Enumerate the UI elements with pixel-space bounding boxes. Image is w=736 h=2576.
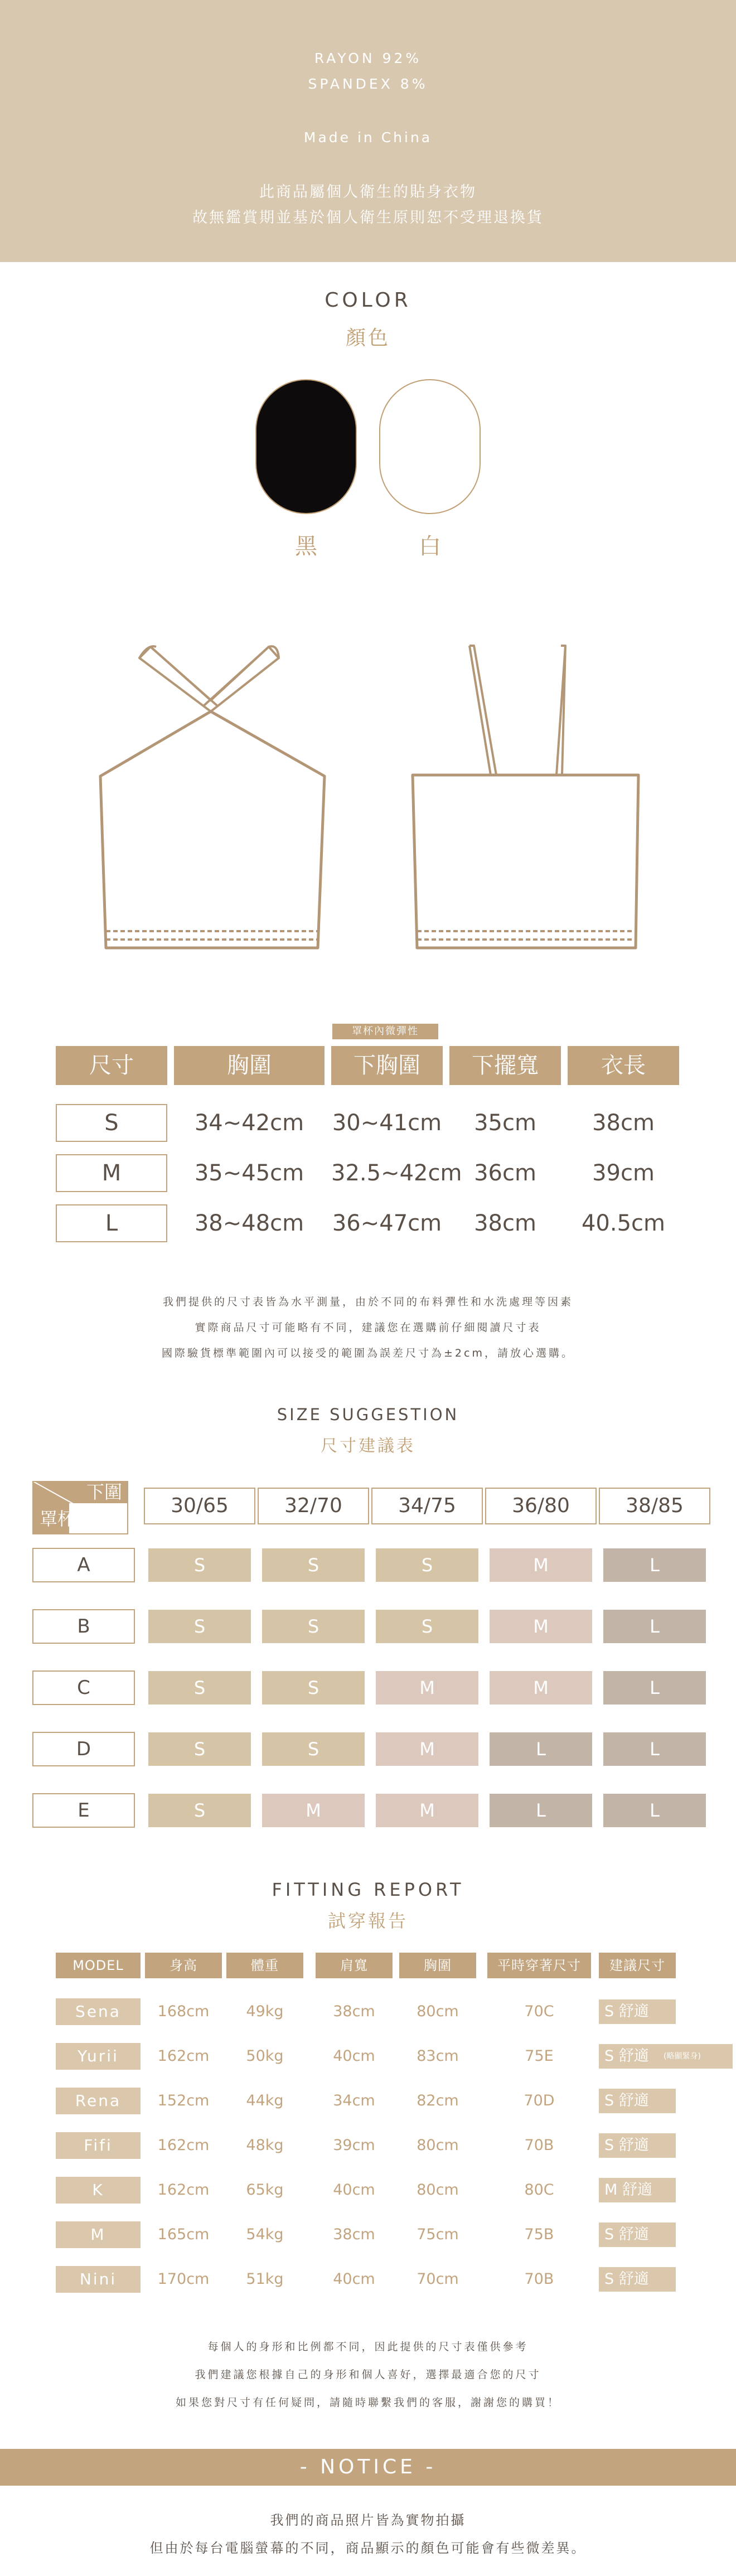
size-length-value: 39cm	[592, 1160, 655, 1186]
notice-line-2: 但由於每台電腦螢幕的不同，商品顯示的顏色可能會有些微差異。	[149, 2540, 587, 2556]
size-chest-value: 34~42cm	[194, 1110, 304, 1136]
cup-label: A	[32, 1548, 135, 1582]
fit-model-name: Fifi	[56, 2132, 141, 2159]
fit-header-weight: 體重	[226, 1953, 303, 1978]
fit-chest-value: 75cm	[417, 2226, 459, 2243]
suggested-size-cell: L	[490, 1732, 592, 1766]
fit-height-value: 152cm	[157, 2092, 210, 2109]
fit-height-value: 170cm	[157, 2270, 210, 2288]
fit-header-height: 身高	[145, 1953, 222, 1978]
fit-suggest-badge: S 舒適	[599, 2044, 676, 2069]
fit-usual-value: 75B	[524, 2226, 554, 2243]
corner-band-label: 下圍	[86, 1481, 122, 1503]
fit-usual-value: 70B	[524, 2137, 554, 2154]
fit-shoulder-value: 34cm	[333, 2092, 375, 2109]
fit-height-value: 162cm	[157, 2137, 210, 2154]
size-length-value: 38cm	[592, 1110, 655, 1136]
size-length-value: 40.5cm	[581, 1210, 666, 1236]
fit-usual-value: 70D	[524, 2092, 555, 2109]
fit-model-name: Rena	[56, 2088, 141, 2114]
band-header: 34/75	[371, 1488, 483, 1524]
fit-weight-value: 50kg	[246, 2047, 284, 2065]
suggested-size-cell: L	[603, 1548, 706, 1582]
fit-weight-value: 65kg	[246, 2181, 284, 2199]
fit-model-name: Nini	[56, 2266, 141, 2293]
garment-back-illustration	[401, 636, 647, 959]
origin-text: Made in China	[303, 129, 433, 146]
color-label-black: 黑	[295, 534, 317, 559]
size-underbust-value: 36~47cm	[332, 1210, 442, 1236]
size-chest-value: 38~48cm	[194, 1210, 304, 1236]
fit-suggest-badge: S 舒適	[599, 2222, 676, 2247]
suggestion-corner-cell	[32, 1481, 128, 1534]
suggested-size-cell: M	[490, 1548, 592, 1582]
fit-chest-value: 83cm	[417, 2047, 459, 2065]
size-header-hem: 下擺寬	[449, 1046, 561, 1085]
size-hem-value: 36cm	[474, 1160, 536, 1186]
cup-label: E	[32, 1793, 135, 1828]
material-rayon: RAYON 92%	[314, 50, 422, 66]
size-underbust-value: 30~41cm	[332, 1110, 442, 1136]
suggested-size-cell: M	[262, 1794, 365, 1827]
elastic-cup-tag: 罩杯內微彈性	[332, 1024, 438, 1039]
suggested-size-cell: S	[148, 1610, 251, 1643]
fit-suggest-badge: M 舒適	[599, 2178, 676, 2202]
fit-weight-value: 51kg	[246, 2270, 284, 2288]
corner-cup-label: 罩杯	[39, 1508, 75, 1529]
fit-weight-value: 44kg	[246, 2092, 284, 2109]
size-row-label: L	[56, 1204, 167, 1242]
suggested-size-cell: M	[490, 1610, 592, 1643]
size-header-chest: 胸圍	[174, 1046, 325, 1085]
size-chest-value: 35~45cm	[194, 1160, 304, 1186]
suggested-size-cell: L	[603, 1794, 706, 1827]
fitting-note-3: 如果您對尺寸有任何疑問，請隨時聯繫我們的客服，謝謝您的購買！	[175, 2396, 560, 2409]
cup-label: C	[32, 1670, 135, 1705]
suggested-size-cell: S	[262, 1548, 365, 1582]
fit-usual-value: 75E	[525, 2047, 554, 2065]
fit-header-shoulder: 肩寬	[316, 1953, 393, 1978]
fit-chest-value: 80cm	[417, 2003, 459, 2020]
suggested-size-cell: L	[603, 1732, 706, 1766]
fit-shoulder-value: 38cm	[333, 2003, 375, 2020]
suggested-size-cell: S	[148, 1548, 251, 1582]
fit-height-value: 168cm	[157, 2003, 210, 2020]
fit-weight-value: 54kg	[246, 2226, 284, 2243]
suggested-size-cell: S	[262, 1671, 365, 1705]
suggested-size-cell: L	[603, 1610, 706, 1643]
band-header: 30/65	[144, 1488, 255, 1524]
fit-suggest-badge: S 舒適	[599, 2089, 676, 2113]
size-note-2: 實際商品尺寸可能略有不同，建議您在選購前仔細閱讀尺寸表	[195, 1321, 541, 1334]
hygiene-note-1: 此商品屬個人衛生的貼身衣物	[259, 183, 477, 201]
color-title-en: COLOR	[325, 289, 411, 312]
notice-title: - NOTICE -	[0, 2449, 736, 2486]
size-hem-value: 38cm	[474, 1210, 536, 1236]
notice-line-1: 我們的商品照片皆為實物拍攝	[270, 2512, 466, 2528]
size-note-1: 我們提供的尺寸表皆為水平測量，由於不同的布料彈性和水洗處理等因素	[162, 1296, 573, 1308]
size-row-label: M	[56, 1154, 167, 1192]
fit-usual-value: 80C	[524, 2181, 554, 2199]
suggested-size-cell: M	[376, 1794, 478, 1827]
material-banner	[0, 0, 736, 262]
color-label-white: 白	[419, 534, 441, 559]
cup-label: B	[32, 1609, 135, 1644]
fit-weight-value: 49kg	[246, 2003, 284, 2020]
suggested-size-cell: M	[376, 1671, 478, 1705]
color-swatch-white[interactable]	[379, 379, 481, 514]
suggested-size-cell: L	[603, 1671, 706, 1705]
fit-header-usual: 平時穿著尺寸	[487, 1953, 591, 1978]
color-title-zh: 顏色	[345, 327, 390, 350]
suggested-size-cell: S	[376, 1610, 478, 1643]
fit-header-chest: 胸圍	[399, 1953, 476, 1978]
fitting-title-en: FITTING REPORT	[272, 1879, 464, 1900]
suggestion-title-zh: 尺寸建議表	[321, 1436, 415, 1456]
fit-header-model: MODEL	[56, 1953, 141, 1978]
suggestion-title-en: SIZE SUGGESTION	[277, 1405, 459, 1424]
suggested-size-cell: S	[262, 1732, 365, 1766]
fitting-note-1: 每個人的身形和比例都不同，因此提供的尺寸表僅供參考	[207, 2341, 529, 2353]
band-header: 32/70	[258, 1488, 369, 1524]
fit-shoulder-value: 40cm	[333, 2047, 375, 2065]
fit-chest-value: 80cm	[417, 2181, 459, 2199]
fit-height-value: 165cm	[157, 2226, 210, 2243]
fit-height-value: 162cm	[157, 2047, 210, 2065]
size-row-label: S	[56, 1104, 167, 1142]
suggested-size-cell: L	[490, 1794, 592, 1827]
fit-chest-value: 80cm	[417, 2137, 459, 2154]
fit-model-name: K	[56, 2177, 141, 2204]
suggested-size-cell: S	[148, 1671, 251, 1705]
fitting-note-2: 我們建議您根據自己的身形和個人喜好，選擇最適合您的尺寸	[195, 2369, 541, 2381]
suggested-size-cell: S	[262, 1610, 365, 1643]
material-spandex: SPANDEX 8%	[308, 76, 428, 92]
suggested-size-cell: S	[148, 1794, 251, 1827]
fit-suggest-badge: S 舒適	[599, 2267, 676, 2292]
fit-height-value: 162cm	[157, 2181, 210, 2199]
fitting-title-zh: 試穿報告	[327, 1910, 408, 1931]
fit-suggest-badge: S 舒適	[599, 1999, 676, 2024]
band-header: 38/85	[599, 1488, 710, 1524]
fit-chest-value: 82cm	[417, 2092, 459, 2109]
fit-weight-value: 48kg	[246, 2137, 284, 2154]
fit-usual-value: 70C	[524, 2003, 554, 2020]
size-header-size: 尺寸	[56, 1046, 167, 1085]
suggested-size-cell: S	[148, 1732, 251, 1766]
fit-model-name: Yurii	[56, 2043, 141, 2070]
fit-shoulder-value: 40cm	[333, 2181, 375, 2199]
fit-model-name: M	[56, 2221, 141, 2248]
suggested-size-cell: M	[376, 1732, 478, 1766]
size-header-length: 衣長	[568, 1046, 679, 1085]
fit-model-name: Sena	[56, 1998, 141, 2025]
fit-shoulder-value: 40cm	[333, 2270, 375, 2288]
suggested-size-cell: S	[376, 1548, 478, 1582]
fit-shoulder-value: 38cm	[333, 2226, 375, 2243]
fit-suggest-badge: S 舒適	[599, 2133, 676, 2158]
fit-shoulder-value: 39cm	[333, 2137, 375, 2154]
size-underbust-value: 32.5~42cm	[331, 1160, 462, 1186]
cup-label: D	[32, 1732, 135, 1766]
fit-usual-value: 70B	[524, 2270, 554, 2288]
hygiene-note-2: 故無鑑賞期並基於個人衛生原則恕不受理退換貨	[192, 209, 544, 226]
fit-suggest-note: (略顯緊身)	[664, 2044, 733, 2069]
size-header-underbust: 下胸圍	[331, 1046, 443, 1085]
fit-header-suggest: 建議尺寸	[599, 1953, 676, 1978]
suggested-size-cell: M	[490, 1671, 592, 1705]
size-hem-value: 35cm	[474, 1110, 536, 1136]
size-note-3: 國際驗貨標準範圍內可以接受的範圍為誤差尺寸為±2cm，請放心選購。	[162, 1347, 574, 1359]
garment-front-illustration	[89, 636, 335, 959]
band-header: 36/80	[485, 1488, 597, 1524]
fit-chest-value: 70cm	[417, 2270, 459, 2288]
color-swatch-black[interactable]	[255, 379, 357, 514]
